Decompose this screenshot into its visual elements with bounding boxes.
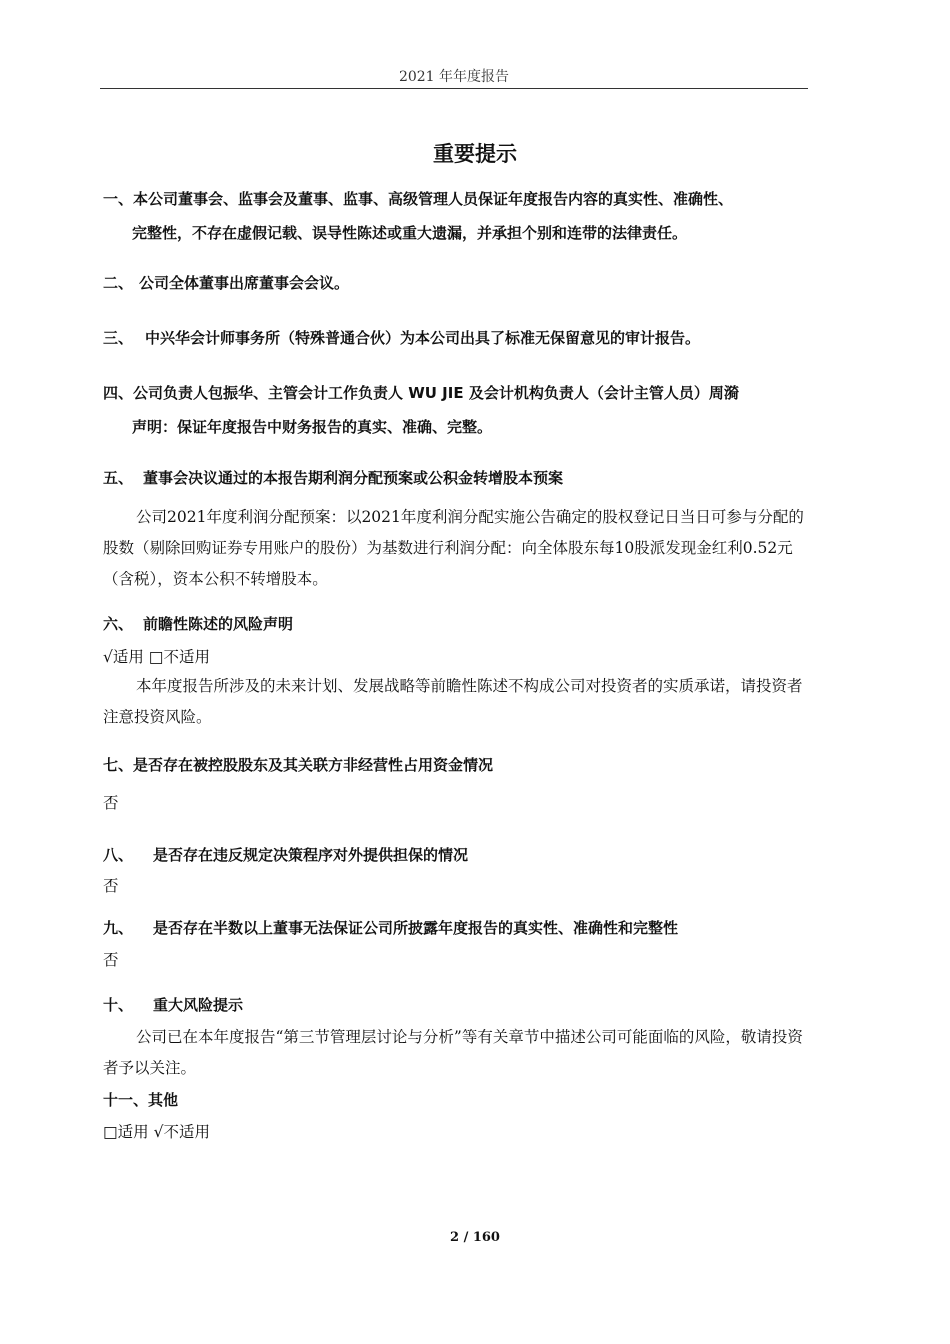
- section-6-text: 前瞻性陈述的风险声明: [143, 615, 294, 633]
- section-8-number: 八、: [103, 846, 134, 864]
- section-5-number: 五、: [103, 469, 134, 487]
- section-10-body: 公司已在本年度报告“第三节管理层讨论与分析”等有关章节中描述公司可能面临的风险，敬请投资者予以关注。: [103, 1028, 803, 1077]
- section-3-number: 三、: [103, 329, 134, 347]
- section-5: [103, 463, 563, 493]
- page-header: 2021 年年度报告: [398, 69, 510, 85]
- section-7: [103, 750, 493, 780]
- section-6-number: 六、: [103, 615, 134, 633]
- section-1-number: 一、: [103, 190, 134, 208]
- section-7-number: 七、: [103, 756, 134, 774]
- section-4-number: 四、: [103, 384, 134, 402]
- section-1-text-line2: 完整性，不存在虚假记载、误导性陈述或重大遗漏，并承担个别和连带的法律责任。: [132, 224, 688, 242]
- section-1-text-line1: 本公司董事会、监事会及董事、监事、高级管理人员保证年度报告内容的真实性、准确性、: [133, 190, 734, 208]
- section-10-text: 重大风险提示: [153, 996, 244, 1014]
- section-2-number: 二、: [103, 274, 134, 292]
- section-11-options: □适用 √不适用: [103, 1123, 210, 1141]
- section-9: [103, 913, 678, 943]
- section-4-text-line2: 声明：保证年度报告中财务报告的真实、准确、完整。: [132, 418, 493, 436]
- section-8-answer: 否: [103, 877, 119, 895]
- section-10-number: 十、: [103, 996, 134, 1014]
- section-2-text: 公司全体董事出席董事会会议。: [139, 274, 350, 292]
- section-6-body: 本年度报告所涉及的未来计划、发展战略等前瞻性陈述不构成公司对投资者的实质承诺，请投资者注意投资风险。: [103, 677, 803, 726]
- section-3-text: 中兴华会计师事务所（特殊普通合伙）为本公司出具了标准无保留意见的审计报告。: [145, 329, 701, 347]
- header-rule: [100, 88, 808, 89]
- section-11: [103, 1085, 178, 1115]
- section-2: [103, 268, 349, 298]
- section-9-number: 九、: [103, 919, 134, 937]
- page-title: 重要提示: [433, 142, 517, 166]
- page-number: 2 / 160: [450, 1230, 500, 1245]
- section-3: [103, 323, 700, 353]
- section-8-text: 是否存在违反规定决策程序对外提供担保的情况: [153, 846, 469, 864]
- section-11-text: 其他: [148, 1091, 179, 1109]
- section-6-options: √适用 □不适用: [103, 648, 210, 666]
- section-7-answer: 否: [103, 794, 119, 812]
- section-9-answer: 否: [103, 951, 119, 969]
- section-8: [103, 840, 468, 870]
- section-9-text: 是否存在半数以上董事无法保证公司所披露年度报告的真实性、准确性和完整性: [153, 919, 679, 937]
- section-1: [103, 184, 813, 248]
- section-7-text: 是否存在被控股股东及其关联方非经营性占用资金情况: [133, 756, 494, 774]
- section-4: [103, 378, 813, 442]
- section-10: [103, 990, 243, 1020]
- section-5-body: 公司2021年度利润分配预案：以2021年度利润分配实施公告确定的股权登记日当日可参与分配的股数（剔除回购证券专用账户的股份）为基数进行利润分配：向全体股东每10股派发现金红利0.52元（含税），资本公积不转增股本。: [103, 508, 804, 588]
- section-6: [103, 609, 293, 639]
- section-5-text: 董事会决议通过的本报告期利润分配预案或公积金转增股本预案: [143, 469, 564, 487]
- section-11-number: 十一、: [103, 1091, 149, 1109]
- section-4-text-line1: 公司负责人包振华、主管会计工作负责人 WU JIE 及会计机构负责人（会计主管人员）周漪: [133, 384, 739, 402]
